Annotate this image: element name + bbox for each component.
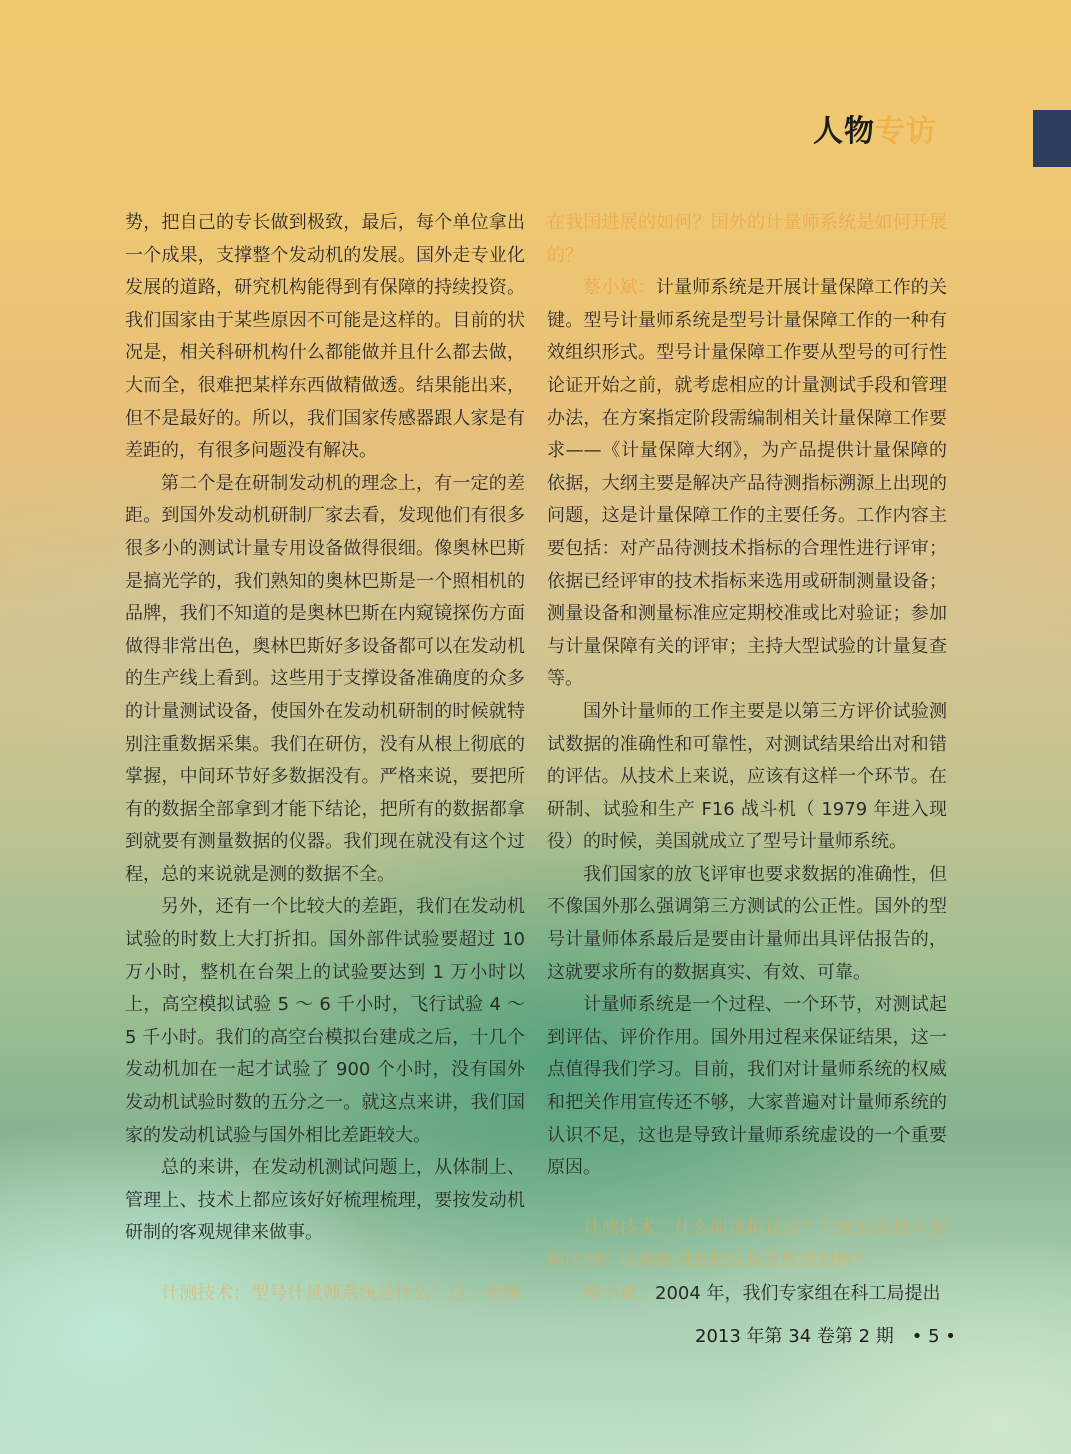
speaker-label: 蔡小斌： xyxy=(583,1283,655,1304)
paragraph: 总的来讲，在发动机测试问题上，从体制上、管理上、技术上都应该好好梳理梳理，要按发动机研制的客观规律来做事。 xyxy=(125,1157,525,1244)
question-heading: 计测技术：什么叫虚拟试验？它和仿真技术有何区别？目前我国虚拟试验发展的如何？ xyxy=(547,1217,947,1272)
answer-text: 2004 年，我们专家组在科工局提出 xyxy=(655,1283,941,1304)
paragraph: 计量师系统是一个过程、一个环节，对测试起到评估、评价作用。国外用过程来保证结果，这一点值得我们学习。目前，我们对计量师系统的权威和把关作用宣传还不够，大家普遍对计量师系统的认识不足，这也是导致计量师系统虚设的一个重要原因。 xyxy=(547,994,947,1179)
answer-paragraph xyxy=(547,272,947,696)
section-header xyxy=(813,106,937,150)
page-footer: 2013 年第 34 卷第 2 期 • 5 • xyxy=(695,1326,956,1347)
answer-text: 计量师系统是开展计量保障工作的关键。型号计量师系统是型号计量保障工作的一种有效组织形式。型号计量保障工作要从型号的可行性论证开始之前，就考虑相应的计量测试手段和管理办法，在方案指定阶段需编制相关计量保障工作要求——《计量保障大纲》，为产品提供计量保障的依据，大纲主要是解决产品待测指标溯源上出现的问题，这是计量保障工作的主要任务。工作内容主要包括：对产品待测技术指标的合理性进行评审；依据已经评审的技术指标来选用或研制测量设备；测量设备和测量标准应定期校准或比对验证；参加与计量保障有关的评审；主持大型试验的计量复查等。 xyxy=(547,277,947,690)
question-heading: 在我国进展的如何？国外的计量师系统是如何开展的？ xyxy=(547,212,947,266)
section-tab-marker xyxy=(1033,110,1071,167)
paragraph: 第二个是在研制发动机的理念上，有一定的差距。到国外发动机研制厂家去看，发现他们有很多很多小的测试计量专用设备做得很细。像奥林巴斯是搞光学的，我们熟知的奥林巴斯是一个照相机的品牌，我们不知道的是奥林巴斯在内窥镜探伤方面做得非常出色，奥林巴斯好多设备都可以在发动机的生产线上看到。这些用于支撑设备准确度的众多的计量测试设备，使国外在发动机研制的时候就特别注重数据采集。我们在研仿，没有从根上彻底的掌握，中间环节好多数据没有。严格来说，要把所有的数据全部拿到才能下结论，把所有的数据都拿到就要有测量数据的仪器。我们现在就没有这个过程，总的来说就是测的数据不全。 xyxy=(125,472,525,885)
paragraph: 另外，还有一个比较大的差距，我们在发动机试验的时数上大打折扣。国外部件试验要超过 10 万小时，整机在台架上的试验要达到 1 万小时以上，高空模拟试验 5 ～ 6 千小时，飞行试验 4 ～ 5 千小时。我们的高空台模拟台建成之后，十几个发动机加在一起才试验了 900 个小时，没有国外发动机试验时数的五分之一。就这点来讲，我们国家的发动机试验与国外相比差距较大。 xyxy=(125,896,525,1146)
question-heading: 计测技术：型号计量师系统是什么？这一系统 xyxy=(161,1283,521,1304)
paragraph: 势，把自己的专长做到极致，最后，每个单位拿出一个成果，支撑整个发动机的发展。国外走专业化发展的道路，研究机构能得到有保障的持续投资。我们国家由于某些原因不可能是这样的。目前的状况是，相关科研机构什么都能做并且什么都去做，大而全，很难把某样东西做精做透。结果能出来，但不是最好的。所以，我们国家传感器跟人家是有差距的，有很多问题没有解决。 xyxy=(125,212,525,462)
left-column xyxy=(125,207,525,1311)
paragraph: 国外计量师的工作主要是以第三方评价试验测试数据的准确性和可靠性，对测试结果给出对和错的评估。从技术上来说，应该有这样一个环节。在研制、试验和生产 F16 战斗机（ 1979 年进入现役）的时候，美国就成立了型号计量师系统。 xyxy=(547,700,947,853)
section-title-part1: 人物 xyxy=(813,114,875,149)
paragraph: 我们国家的放飞评审也要求数据的准确性，但不像国外那么强调第三方测试的公正性。国外的型号计量师体系最后是要由计量师出具评估报告的，这就要求所有的数据真实、有效、可靠。 xyxy=(547,863,947,983)
section-title-part2: 专访 xyxy=(875,114,937,149)
right-column xyxy=(547,207,947,1311)
answer-paragraph xyxy=(547,1278,947,1311)
speaker-label: 蔡小斌： xyxy=(583,277,656,299)
